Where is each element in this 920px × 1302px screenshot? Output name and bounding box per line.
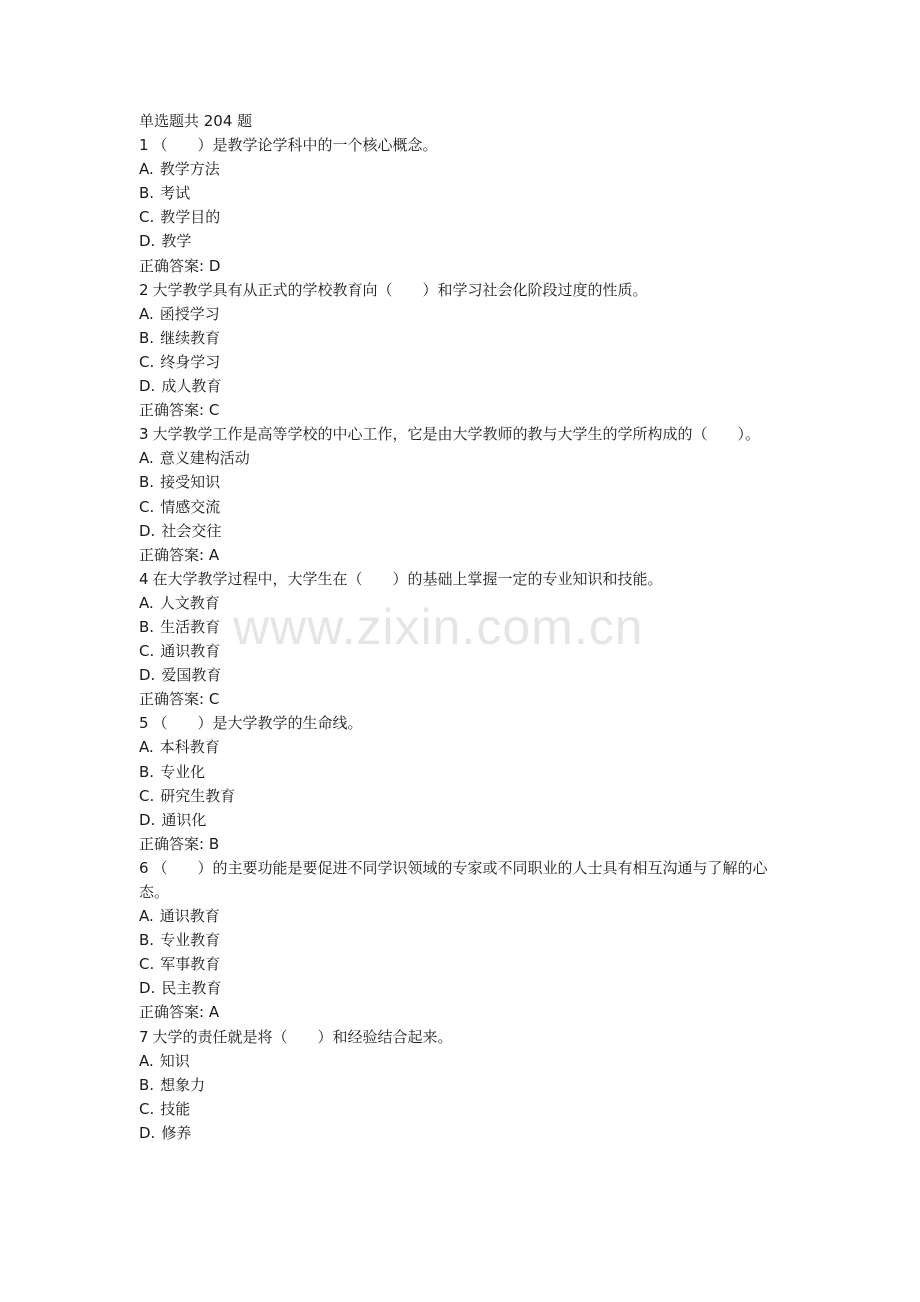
option-a [139,1049,789,1073]
option-a [139,591,789,615]
question-text: （ ）是教学论学科中的一个核心概念。 [152,136,438,155]
answer-prefix: 正确答案: [139,834,209,853]
answer-value: A [208,1003,220,1022]
option-letter: D. [139,1123,156,1142]
option-letter: A. [139,160,154,179]
option-c [139,1097,789,1121]
option-a [139,904,789,928]
option-d [139,374,789,398]
option-c [139,350,789,374]
question-stem [139,422,789,446]
option-text: 专业教育 [160,931,221,950]
question-number: 1 [139,136,149,155]
option-text: 继续教育 [160,328,221,347]
document-page [139,109,789,1145]
option-text: 情感交流 [160,497,221,516]
question-stem [139,278,789,302]
option-d [139,976,789,1000]
option-letter: A. [139,907,154,926]
option-c [139,495,789,519]
option-d [139,663,789,687]
option-text: 接受知识 [160,473,221,492]
option-letter: A. [139,304,154,323]
option-a [139,157,789,181]
option-letter: B. [139,184,155,203]
option-text: 终身学习 [160,352,221,371]
option-letter: C. [139,642,155,661]
option-letter: D. [139,521,156,540]
answer-prefix: 正确答案: [139,256,209,275]
option-text: 函授学习 [159,304,220,323]
option-letter: B. [139,1075,155,1094]
question-number: 6 [139,858,149,877]
option-letter: D. [139,979,156,998]
option-letter: D. [139,377,156,396]
option-text: 想象力 [160,1075,206,1094]
option-letter: A. [139,449,154,468]
option-a [139,302,789,326]
question-stem [139,856,789,904]
option-letter: C. [139,1099,155,1118]
question-text: （ ）的主要功能是要促进不同学识领域的专家或不同职业的人士具有相互沟通与了解的心态。 [139,858,768,901]
option-b [139,470,789,494]
answer-value: C [208,401,220,420]
option-text: 修养 [161,1123,192,1142]
option-text: 教学目的 [160,208,221,227]
option-text: 意义建构活动 [159,449,250,468]
option-letter: C. [139,208,155,227]
question-number: 5 [139,714,149,733]
option-c [139,952,789,976]
option-a [139,446,789,470]
option-a [139,735,789,759]
option-text: 技能 [160,1099,191,1118]
question-text: （ ）是大学教学的生命线。 [152,714,363,733]
answer-value: A [208,545,220,564]
option-letter: C. [139,497,155,516]
option-text: 教学方法 [159,160,220,179]
correct-answer [139,832,789,856]
option-text: 本科教育 [159,738,220,757]
section-header: 单选题共 204 题 [139,112,253,130]
option-text: 生活教育 [160,617,221,636]
option-text: 军事教育 [160,955,221,974]
answer-prefix: 正确答案: [139,690,209,709]
option-letter: B. [139,328,155,347]
option-text: 社会交往 [161,521,222,540]
option-letter: C. [139,352,155,371]
question-stem [139,1025,789,1049]
option-d [139,1121,789,1145]
question-text: 大学教学具有从正式的学校教育向（ ）和学习社会化阶段过度的性质。 [152,280,648,299]
watermark: www.zixin.com.cn [233,599,644,655]
option-letter: B. [139,931,155,950]
question-number: 7 [139,1027,149,1046]
correct-answer [139,1000,789,1024]
correct-answer [139,398,789,422]
answer-value: D [208,256,221,275]
option-c [139,639,789,663]
option-text: 人文教育 [159,593,220,612]
answer-value: C [208,690,220,709]
option-b [139,181,789,205]
option-d [139,229,789,253]
option-d [139,808,789,832]
option-text: 通识教育 [160,642,221,661]
option-c [139,784,789,808]
answer-value: B [208,834,220,853]
option-letter: A. [139,593,154,612]
question-text: 大学教学工作是高等学校的中心工作，它是由大学教师的教与大学生的学所构成的（ ）。 [152,425,761,444]
question-number: 3 [139,425,149,444]
option-letter: A. [139,738,154,757]
option-b [139,326,789,350]
option-b [139,928,789,952]
correct-answer [139,687,789,711]
option-letter: B. [139,762,155,781]
option-letter: C. [139,786,155,805]
option-letter: A. [139,1051,154,1070]
option-letter: D. [139,232,156,251]
option-text: 成人教育 [161,377,222,396]
correct-answer [139,254,789,278]
answer-prefix: 正确答案: [139,401,209,420]
answer-prefix: 正确答案: [139,545,209,564]
question-stem [139,711,789,735]
question-text: 大学的责任就是将（ ）和经验结合起来。 [152,1027,453,1046]
question-number: 2 [139,280,149,299]
option-letter: B. [139,617,155,636]
option-letter: B. [139,473,155,492]
option-text: 爱国教育 [161,666,222,685]
option-text: 考试 [160,184,191,203]
correct-answer [139,543,789,567]
question-list [139,133,789,1145]
option-letter: C. [139,955,155,974]
question-stem [139,567,789,591]
option-b [139,615,789,639]
answer-prefix: 正确答案: [139,1003,209,1022]
option-text: 通识教育 [159,907,220,926]
option-b [139,760,789,784]
question-number: 4 [139,569,149,588]
question-text: 在大学教学过程中，大学生在（ ）的基础上掌握一定的专业知识和技能。 [152,569,663,588]
option-text: 专业化 [160,762,206,781]
option-d [139,519,789,543]
option-letter: D. [139,666,156,685]
question-stem [139,133,789,157]
option-text: 研究生教育 [160,786,236,805]
option-text: 知识 [159,1051,190,1070]
option-text: 通识化 [161,810,207,829]
option-text: 民主教育 [161,979,222,998]
option-c [139,205,789,229]
option-b [139,1073,789,1097]
option-text: 教学 [161,232,192,251]
option-letter: D. [139,810,156,829]
